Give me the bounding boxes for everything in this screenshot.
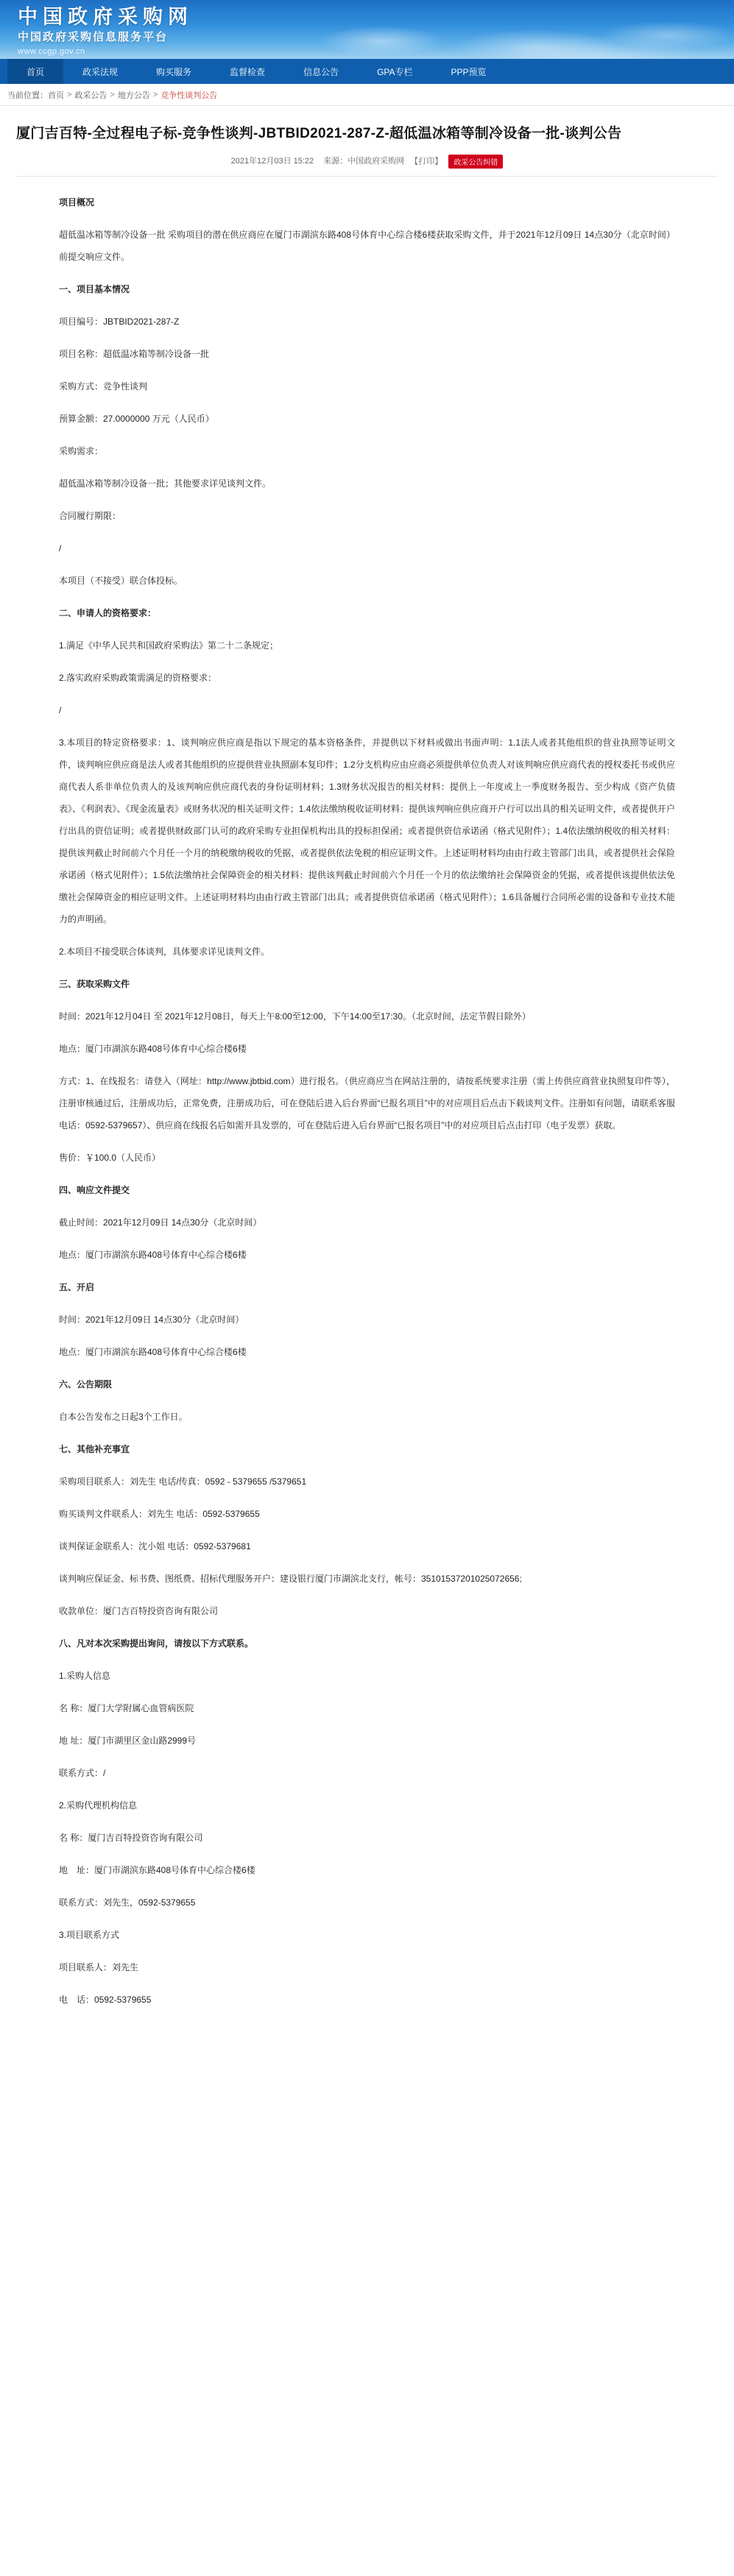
breadcrumb-separator-icon: > — [67, 90, 72, 99]
error-report-badge[interactable]: 政采公告纠错 — [448, 155, 503, 169]
section-heading-4: 四、响应文件提交 — [59, 1185, 130, 1195]
breadcrumb-item-notices[interactable]: 政采公告 — [74, 91, 107, 100]
article-body — [16, 180, 718, 2011]
nav-item-supervision[interactable]: 监督检查 — [230, 66, 266, 77]
section-heading-3: 三、获取采购文件 — [59, 979, 130, 989]
site-logo[interactable] — [18, 6, 193, 57]
section-8-para-9: 3.项目联系方式 — [59, 1930, 120, 1940]
breadcrumb-item-home[interactable]: 首页 — [48, 91, 64, 100]
section-8-para-1: 1.采购人信息 — [59, 1671, 111, 1681]
section-3-para-1: 时间：2021年12月04日 至 2021年12月08日，每天上午8:00至12:00，下午14:00至17:30。（北京时间，法定节假日除外） — [59, 1011, 531, 1022]
main-navigation — [0, 59, 734, 84]
brand-url: www.ccgp.gov.cn — [18, 47, 85, 56]
nav-item-home[interactable]: 首页 — [7, 59, 63, 84]
breadcrumb-prefix: 当前位置： — [7, 91, 48, 100]
article-container — [0, 106, 734, 2050]
section-heading-1: 一、项目基本情况 — [59, 284, 130, 294]
section-2-para-5: 2.本项目不接受联合体谈判，具体要求详见谈判文件。 — [59, 946, 270, 957]
section-7-para-1: 采购项目联系人：刘先生 电话/传真：0592 - 5379655 /5379651 — [59, 1476, 307, 1487]
print-link[interactable]: 【打印】 — [410, 157, 443, 166]
breadcrumb-separator-icon: > — [110, 90, 115, 99]
nav-item-gpa[interactable]: GPA专栏 — [377, 66, 413, 77]
brand-subtitle: 中国政府采购信息服务平台 — [18, 31, 169, 43]
section-8-para-6: 名 称：厦门吉百特投资咨询有限公司 — [59, 1833, 203, 1843]
page-title: 厦门吉百特-全过程电子标-竞争性谈判-JBTBID2021-287-Z-超低温冰箱等制冷设备一批-谈判公告 — [16, 126, 622, 141]
section-1-para-8: / — [59, 543, 62, 553]
breadcrumb-separator-icon: > — [152, 90, 158, 99]
section-8-para-11: 电 话：0592-5379655 — [59, 1995, 152, 2005]
section-6-para-1: 自本公告发布之日起3个工作日。 — [59, 1412, 188, 1422]
overview-heading: 项目概况 — [59, 197, 95, 208]
nav-item-ppp[interactable]: PPP预览 — [451, 66, 487, 77]
section-2-para-2: 2.落实政府采购政策需满足的资格要求： — [59, 673, 217, 683]
header-decoration-clouds — [294, 0, 734, 59]
breadcrumb-current: 竞争性谈判公告 — [160, 91, 218, 100]
nav-item-services[interactable]: 购买服务 — [156, 66, 192, 77]
section-3-para-3: 方式：1、在线报名：请登入（网址：http://www.jbtbid.com）进行报名。（供应商应当在网站注册的，请按系统要求注册（需上传供应商营业执照复印件等），注册审核通过后，注册成功后，正常免费，注册成功后，可在登陆后进入后台界面“已报名项目”中的对应项目后点击下载谈判文件。注册如有问题，请联系客服电话：0592-5379657）、供应商在线报名后如需开具发票的，可在登陆后进入后台界面“已报名项目”中的对应项目后点击打印（电子发票）获取。 — [59, 1076, 675, 1130]
section-8-para-10: 项目联系人：刘先生 — [59, 1962, 139, 1972]
section-8-para-7: 地 址：厦门市湖滨东路408号体育中心综合楼6楼 — [59, 1865, 255, 1875]
section-7-para-5: 收款单位：厦门吉百特投资咨询有限公司 — [59, 1606, 219, 1616]
section-8-para-3: 地 址：厦门市湖里区金山路2999号 — [59, 1735, 197, 1746]
section-3-para-2: 地点：厦门市湖滨东路408号体育中心综合楼6楼 — [59, 1044, 247, 1054]
section-1-para-5: 采购需求： — [59, 446, 104, 456]
section-5-para-1: 时间：2021年12月09日 14点30分（北京时间） — [59, 1314, 244, 1325]
section-1-para-1: 项目编号：JBTBID2021-287-Z — [59, 316, 180, 327]
section-8-para-8: 联系方式：刘先生，0592-5379655 — [59, 1897, 196, 1908]
article-source: 来源：中国政府采购网 — [323, 157, 405, 166]
brand-title-cn: 中国政府采购网 — [18, 6, 193, 28]
section-2-para-1: 1.满足《中华人民共和国政府采购法》第二十二条规定； — [59, 640, 279, 651]
nav-item-laws[interactable]: 政采法规 — [82, 66, 119, 77]
section-4-para-2: 地点：厦门市湖滨东路408号体育中心综合楼6楼 — [59, 1250, 247, 1260]
section-heading-5: 五、开启 — [59, 1282, 95, 1292]
nav-item-notices[interactable]: 信息公告 — [303, 66, 339, 77]
section-heading-7: 七、其他补充事宜 — [59, 1444, 130, 1454]
section-7-para-4: 谈判响应保证金、标书费、图纸费、招标代理服务开户：建设银行厦门市湖滨北支行，帐号：35101537201025072656; — [59, 1574, 522, 1584]
section-8-para-5: 2.采购代理机构信息 — [59, 1800, 138, 1811]
site-header — [0, 0, 734, 59]
breadcrumb — [0, 84, 734, 106]
section-1-para-9: 本项目（不接受）联合体投标。 — [59, 576, 183, 586]
overview-text: 超低温冰箱等制冷设备一批 采购项目的潜在供应商应在厦门市湖滨东路408号体育中心综合楼6楼获取采购文件，并于2021年12月09日 14点30分（北京时间）前提交响应文件。 — [59, 230, 675, 262]
section-8-para-4: 联系方式：/ — [59, 1768, 106, 1778]
publish-datetime: 2021年12月03日 15:22 — [230, 157, 314, 166]
article-meta — [16, 155, 718, 177]
section-1-para-3: 采购方式：竞争性谈判 — [59, 381, 148, 392]
section-1-para-2: 项目名称：超低温冰箱等制冷设备一批 — [59, 349, 210, 359]
section-7-para-2: 购买谈判文件联系人：刘先生 电话：0592-5379655 — [59, 1509, 260, 1519]
section-7-para-3: 谈判保证金联系人：沈小姐 电话：0592-5379681 — [59, 1541, 251, 1551]
section-1-para-7: 合同履行期限： — [59, 511, 121, 521]
section-2-para-4: 3.本项目的特定资格要求：1、谈判响应供应商是指以下规定的基本资格条件，并提供以下材料或做出书面声明：1.1法人或者其他组织的营业执照等证明文件，谈判响应供应商是法人或者其他组织的应提供营业执照副本复印件；1.2分支机构应由应商必须提供单位负责人对该判响应供应商代表的授权委托书或供应商代表人系非单位负责人的及该判响应供应商代表的身份证明材料；1.3财务状况报告的相关材料：提供上一年度或上一季度财务报告、至少构成《资产负债表》、《利润表》、《现金流量表》或财务状况的相关证明文件；1.4依法缴纳税收证明材料：提供该判响应供应商开户行可以出具的相关证明文件，或者提供开户行出具的资信证明；或者提供财政部门认可的政府采购专业担保机构出具的投标担保函；或者提供资信承诺函（格式见附件）；1.4依法缴纳税收的相关材料：提供该判截止时间前六个月任一个月的纳税缴纳税收的凭据，或者提供依法免税的相应证明文件。上述证明材料均由由行政主管部门出具，或者提供社会保险承诺函（格式见附件）；1.5依法缴纳社会保障资金的相关材料：提供该判截止时间前六个月任一个月的依法缴纳社会保障资金的凭据，或者提供该提供依法免缴社会保障资金的相应证明文件。上述证明材料均由由行政主管部门出具；或者提供资信承诺函（格式见附件）；1.6具备履行合同所必需的设备和专业技术能力的声明函。 — [59, 737, 675, 924]
section-1-para-4: 预算金额：27.0000000 万元（人民币） — [59, 414, 214, 424]
section-1-para-6: 超低温冰箱等制冷设备一批；其他要求详见谈判文件。 — [59, 478, 272, 489]
section-5-para-2: 地点：厦门市湖滨东路408号体育中心综合楼6楼 — [59, 1347, 247, 1357]
section-heading-8: 八、凡对本次采购提出询问，请按以下方式联系。 — [59, 1638, 254, 1649]
section-heading-6: 六、公告期限 — [59, 1379, 113, 1390]
section-2-para-3: / — [59, 705, 62, 715]
breadcrumb-item-local[interactable]: 地方公告 — [117, 91, 150, 100]
section-3-para-4: 售价：￥100.0（人民币） — [59, 1153, 161, 1163]
section-8-para-2: 名 称：厦门大学附属心血管病医院 — [59, 1703, 194, 1713]
section-4-para-1: 截止时间：2021年12月09日 14点30分（北京时间） — [59, 1217, 262, 1228]
section-heading-2: 二、申请人的资格要求： — [59, 608, 157, 618]
